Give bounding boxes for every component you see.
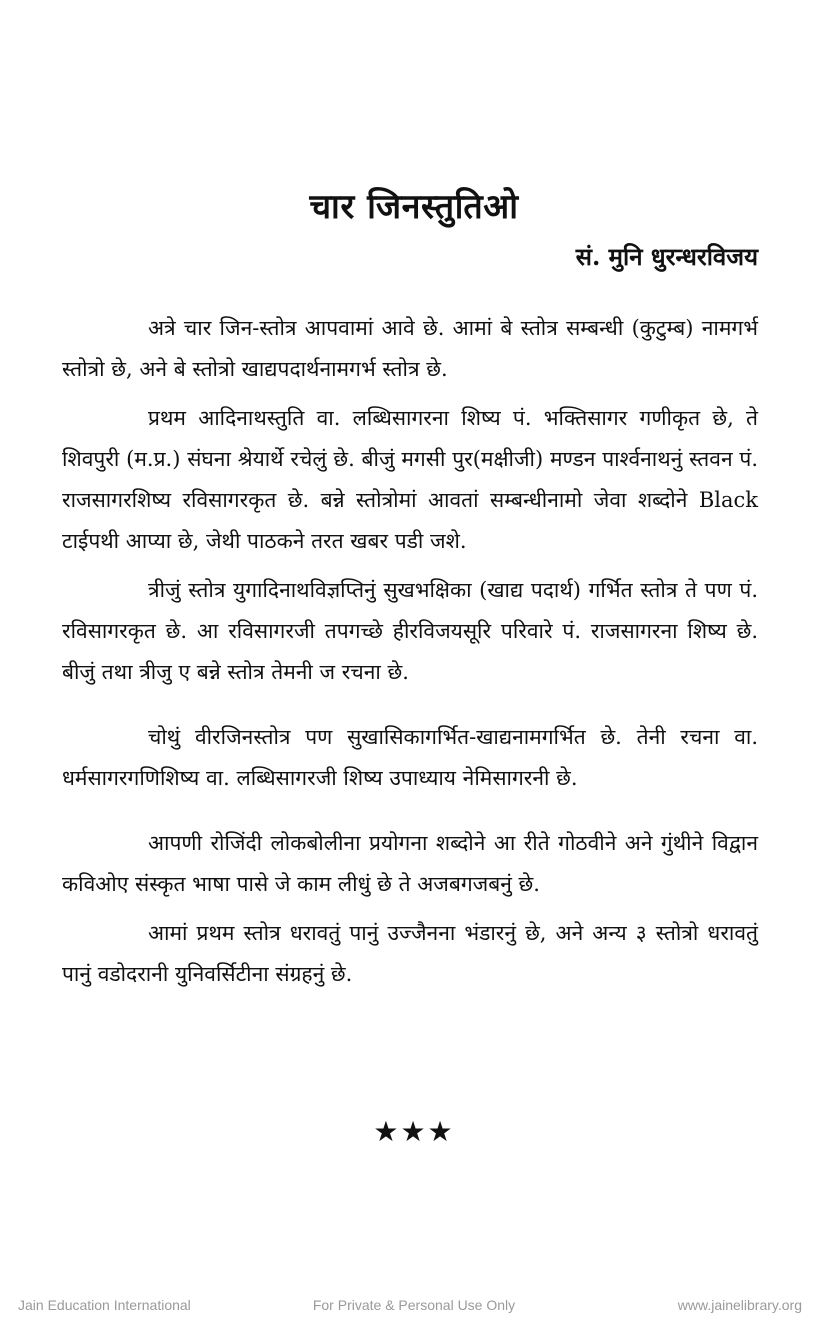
paragraph-3: त्रीजुं स्तोत्र युगादिनाथविज्ञप्तिनुं सुखभक्षिका (खाद्य पदार्थ) गर्भित स्तोत्र ते पण पं. रविसागरकृत छे. आ रविसागरजी तपगच्छे हीरविजयसूरि परिवारे पं. राजसागरना शिष्य छे. बीजुं तथा त्रीजु ए बन्ने स्तोत्र तेमनी ज रचना छे.	[62, 578, 758, 684]
body-text	[62, 308, 758, 995]
footer-left-text: Jain Education International	[18, 1297, 191, 1313]
paragraph-4: चोथुं वीरजिनस्तोत्र पण सुखासिकागर्भित-खाद्यनामगर्भित छे. तेनी रचना वा. धर्मसागरगणिशिष्य वा. लब्धिसागरजी शिष्य उपाध्याय नेमिसागरनी छे.	[62, 725, 758, 790]
footer-website-link[interactable]: www.jainelibrary.org	[677, 1297, 802, 1313]
paragraph-5: आपणी रोजिंदी लोकबोलीना प्रयोगना शब्दोने आ रीते गोठवीने अने गुंथीने विद्वान कविओए संस्कृत भाषा पासे जे काम लीधुं छे ते अजबगजबनुं छे.	[62, 831, 758, 896]
section-separator-stars: ★★★	[373, 1115, 455, 1148]
author-line: सं. मुनि धुरन्धरविजय	[575, 242, 758, 271]
paragraph-6: आमां प्रथम स्तोत्र धरावतुं पानुं उज्जैनना भंडारनुं छे, अने अन्य ३ स्तोत्रो धरावतुं पानुं वडोदरानी युनिवर्सिटीना संग्रहनुं छे.	[62, 921, 758, 986]
page-footer	[0, 1297, 828, 1317]
page-title: चार जिनस्तुतिओ	[309, 187, 519, 227]
paragraph-1: अत्रे चार जिन-स्तोत्र आपवामां आवे छे. आमां बे स्तोत्र सम्बन्धी (कुटुम्ब) नामगर्भ स्तोत्रो छे, अने बे स्तोत्रो खाद्यपदार्थनामगर्भ स्तोत्र छे.	[62, 316, 758, 381]
paragraph-2: प्रथम आदिनाथस्तुति वा. लब्धिसागरना शिष्य पं. भक्तिसागर गणीकृत छे, ते शिवपुरी (म.प्र.) संघना श्रेयार्थे रचेलुं छे. बीजुं मगसी पुर(मक्षीजी) मण्डन पार्श्वनाथनुं स्तवन पं. राजसागरशिष्य रविसागरकृत छे. बन्ने स्तोत्रोमां आवतां सम्बन्धीनामो जेवा शब्दोने Black टाईपथी आप्या छे, जेथी पाठकने तरत खबर पडी जशे.	[62, 406, 758, 553]
footer-center-text: For Private & Personal Use Only	[312, 1297, 516, 1313]
